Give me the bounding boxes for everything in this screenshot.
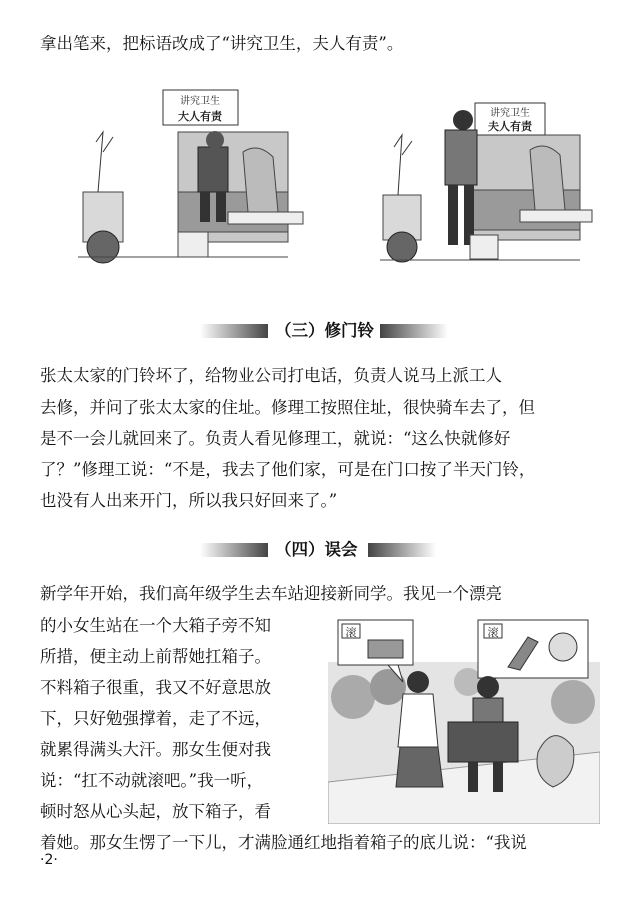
illustration-child-sign: [78, 82, 310, 267]
s4-line-9: 着她。那女生愣了一下儿，才满脸通红地指着箱子的底儿说：“我说: [40, 833, 527, 852]
s4-line-3: 所措，便主动上前帮她扛箱子。: [40, 647, 271, 666]
heading-bar-right: [380, 324, 448, 338]
s4-line-2: 的小女生站在一个大箱子旁不知: [40, 616, 271, 635]
section-4-title: （四）误会: [275, 540, 358, 559]
s4-line-5: 下，只好勉强撑着，走了不远，: [40, 709, 271, 728]
section-3-heading: [0, 318, 639, 344]
sign1-line1: 讲究卫生: [180, 96, 220, 107]
intro-line: 拿出笔来，把标语改成了“讲究卫生，夫人有责”。: [40, 34, 404, 53]
page-number: ·2·: [40, 852, 58, 868]
s3-line-1: 张太太家的门铃坏了，给物业公司打电话，负责人说马上派工人: [40, 366, 502, 385]
illustration-misunderstanding: [328, 612, 600, 824]
s4-line-4: 不料箱子很重，我又不好意思放: [40, 678, 271, 697]
heading-bar-left: [200, 543, 268, 557]
section-3-title: （三）修门铃: [275, 321, 374, 340]
bubble-left-text: 滚: [345, 626, 357, 639]
s4-line-8: 顿时怒从心头起，放下箱子，看: [40, 802, 271, 821]
s4-line-6: 就累得满头大汗。那女生便对我: [40, 740, 271, 759]
s3-line-4: 了？”修理工说：“不是，我去了他们家，可是在门口按了半天门铃，: [40, 460, 536, 479]
heading-bar-right: [368, 543, 436, 557]
sign1-line2: 大人有责: [178, 110, 222, 123]
s4-line-1: 新学年开始，我们高年级学生去车站迎接新同学。我见一个漂亮: [40, 584, 502, 603]
s3-line-5: 也没有人出来开门，所以我只好回来了。”: [40, 491, 338, 510]
s3-line-2: 去修，并问了张太太家的住址。修理工按照住址，很快骑车去了，但: [40, 398, 535, 417]
bubble-right-text: 滚: [487, 626, 499, 639]
section-4-heading: [0, 537, 639, 563]
illustration-man-sign: [380, 95, 600, 265]
s3-line-3: 是不一会儿就回来了。负责人看见修理工，就说：“这么快就修好: [40, 429, 511, 448]
s4-line-7: 说：“扛不动就滚吧。”我一听，: [40, 771, 264, 790]
sign2-line1: 讲究卫生: [490, 108, 530, 119]
heading-bar-left: [200, 324, 268, 338]
sign2-line2: 夫人有责: [488, 120, 532, 133]
